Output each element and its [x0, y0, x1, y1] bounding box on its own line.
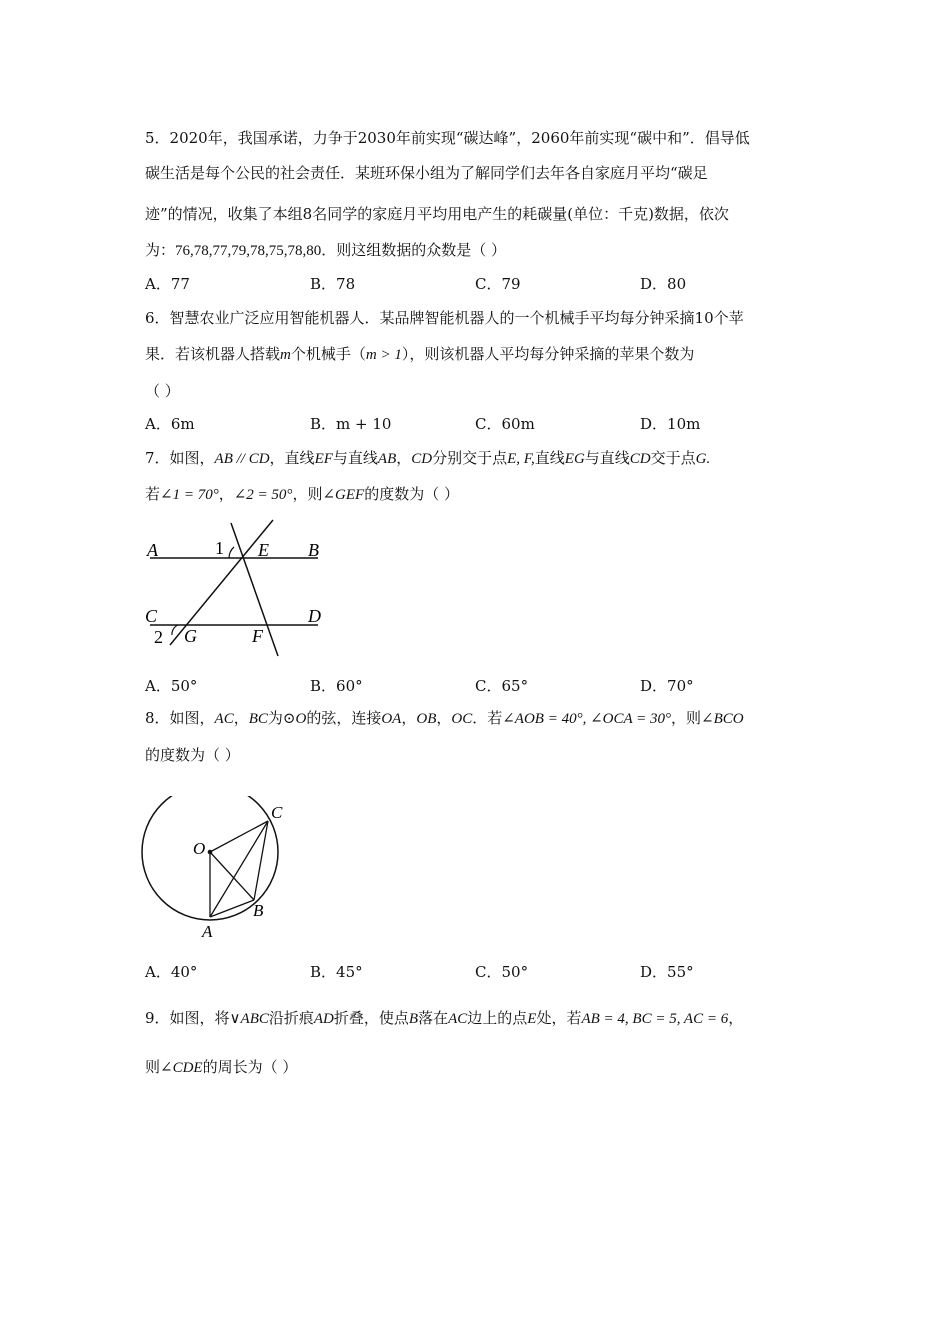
q6-line-1: 6．智慧农业广泛应用智能机器人．某品牌智能机器人的一个机械手平均每分钟采摘10个苹 — [145, 309, 744, 327]
q7-ef: EF — [314, 451, 333, 467]
q8-label-b: B — [253, 901, 264, 920]
q9-t7: ， — [728, 1009, 744, 1027]
q7-t9: 若 — [145, 485, 161, 503]
q8-segment-ob — [210, 852, 254, 900]
q8-circle-o: ⊙O — [282, 711, 307, 727]
q7-t4: ， — [396, 449, 412, 467]
q9-condition: AB = 4, BC = 5, AC = 6 — [581, 1011, 729, 1027]
q8-option-b: B．45° — [310, 963, 363, 981]
q9-line-1 — [145, 1008, 743, 1029]
q8-t7: ．若 — [472, 709, 503, 727]
q7-label-g: G — [184, 626, 197, 646]
q9-ad: AD — [313, 1011, 334, 1027]
q7-cd-2: CD — [629, 451, 651, 467]
q9-t1: 9．如图，将 — [145, 1009, 230, 1027]
q9-t8: 则 — [145, 1058, 161, 1076]
q5-line-2: 碳生活是每个公民的社会责任．某班环保小组为了解同学们去年各自家庭月平均“碳足 — [145, 164, 708, 182]
q9-point-b: B — [408, 1011, 419, 1027]
q7-label-d: D — [308, 606, 321, 626]
q6-line-2-a: 果．若该机器人搭载 — [145, 345, 281, 363]
q8-ob: OB — [416, 711, 437, 727]
q9-t4: 落在 — [418, 1009, 449, 1027]
q7-option-b: B．60° — [310, 677, 363, 695]
q7-point-g: G. — [695, 451, 711, 467]
q6-line-2-c: ），则该机器人平均每分钟采摘的苹果个数为 — [401, 345, 695, 363]
q7-option-c: C．65° — [475, 677, 529, 695]
q5-data-list: 76,78,77,79,78,75,78,80 — [175, 243, 322, 259]
q9-t3: 折叠，使点 — [333, 1009, 409, 1027]
q7-label-e: E — [258, 540, 269, 560]
q7-label-c: C — [145, 606, 158, 626]
q7-label-angle-1: 1 — [215, 538, 224, 558]
q8-ac: AC — [214, 711, 234, 727]
q8-t2: ， — [233, 709, 249, 727]
q8-oa: OA — [381, 711, 402, 727]
q7-t3: 与直线 — [332, 449, 378, 467]
q7-t2: ，直线 — [269, 449, 315, 467]
q7-ab: AB — [377, 451, 397, 467]
q7-label-f: F — [252, 626, 263, 646]
q8-bc: BC — [248, 711, 268, 727]
q7-angle-1: ∠1 = 70° — [160, 487, 219, 503]
q6-option-c: C．60m — [475, 415, 535, 433]
q7-angle-1-arc — [229, 547, 234, 558]
q7-label-a: A — [147, 540, 158, 560]
q8-label-a: A — [202, 922, 213, 941]
q9-t2: 沿折痕 — [268, 1009, 314, 1027]
q7-label-b: B — [308, 540, 319, 560]
q6-condition: m > 1 — [365, 347, 402, 363]
q6-line-3: （ ） — [145, 382, 180, 400]
q9-line-2 — [145, 1057, 297, 1078]
q8-line-1 — [145, 708, 744, 729]
q7-t10: ， — [218, 485, 234, 503]
q8-oc: OC — [451, 711, 473, 727]
q5-option-c: C．79 — [475, 275, 521, 293]
q8-center-dot — [208, 850, 213, 855]
q5-line-4-suffix: ．则这组数据的众数是（ ） — [321, 241, 507, 259]
q5-line-1: 5．2020年，我国承诺，力争于2030年前实现“碳达峰”，2060年前实现“碳中和”．倡导低 — [145, 129, 750, 147]
q7-option-a: A．50° — [145, 677, 198, 695]
q8-angle-bco: ∠BCO — [701, 711, 744, 727]
q8-option-c: C．50° — [475, 963, 529, 981]
q6-var-m: m — [280, 347, 291, 363]
q8-option-d: D．55° — [640, 963, 694, 981]
q8-t6: ， — [436, 709, 452, 727]
q5-option-d: D．80 — [640, 275, 687, 293]
q5-line-4 — [145, 240, 506, 261]
q7-t1: 7．如图， — [145, 449, 215, 467]
q8-t5: ， — [401, 709, 417, 727]
q7-angle-gef: ∠GEF — [322, 487, 365, 503]
q9-t9: 的周长为（ ） — [202, 1058, 298, 1076]
q8-t3: 为 — [267, 709, 283, 727]
q7-line-2 — [145, 484, 459, 505]
q8-figure — [138, 796, 298, 946]
q6-option-b: B．m + 10 — [310, 415, 392, 433]
q7-eg: EG — [564, 451, 585, 467]
q7-option-d: D．70° — [640, 677, 694, 695]
q8-t8: ，则 — [671, 709, 702, 727]
q7-cd: CD — [411, 451, 433, 467]
q5-option-a: A．77 — [145, 275, 190, 293]
q7-t6: 直线 — [534, 449, 565, 467]
q5-line-4-prefix: 为： — [145, 241, 176, 259]
q7-t7: 与直线 — [584, 449, 630, 467]
q9-ac: AC — [448, 1011, 468, 1027]
q6-option-a: A．6m — [145, 415, 195, 433]
q9-t6: 处，若 — [536, 1009, 582, 1027]
q7-angle-2: ∠2 = 50° — [233, 487, 293, 503]
q8-t4: 的弦，连接 — [306, 709, 382, 727]
q9-triangle-cde: ∠CDE — [160, 1060, 203, 1076]
q5-option-b: B．78 — [310, 275, 356, 293]
q8-condition: ∠AOB = 40°, ∠OCA = 30° — [502, 711, 671, 727]
q8-option-a: A．40° — [145, 963, 198, 981]
q7-ab-parallel-cd: AB // CD — [214, 451, 270, 467]
q7-label-angle-2: 2 — [154, 627, 163, 647]
q7-t8: 交于点 — [650, 449, 696, 467]
q8-t1: 8．如图， — [145, 709, 215, 727]
q5-line-3: 迹”的情况，收集了本组8名同学的家庭月平均用电产生的耗碳量(单位：千克)数据，依次 — [145, 205, 729, 223]
q7-t5: 分别交于点 — [432, 449, 508, 467]
q8-label-c: C — [271, 803, 283, 822]
q8-line-2: 的度数为（ ） — [145, 746, 240, 764]
q7-points-ef: E, F, — [507, 451, 535, 467]
q6-option-d: D．10m — [640, 415, 701, 433]
q7-t12: 的度数为（ ） — [364, 485, 459, 503]
q6-line-2 — [145, 344, 694, 365]
q7-line-1 — [145, 448, 710, 469]
q6-line-2-b: 个机械手（ — [290, 345, 366, 363]
q8-label-o: O — [193, 839, 206, 858]
q7-t11: ，则 — [292, 485, 323, 503]
q9-triangle-abc: ∨ABC — [229, 1011, 269, 1027]
q9-point-e: E — [527, 1011, 537, 1027]
q9-t5: 边上的点 — [467, 1009, 528, 1027]
q7-angle-2-arc — [172, 625, 178, 635]
q7-figure — [140, 518, 340, 660]
